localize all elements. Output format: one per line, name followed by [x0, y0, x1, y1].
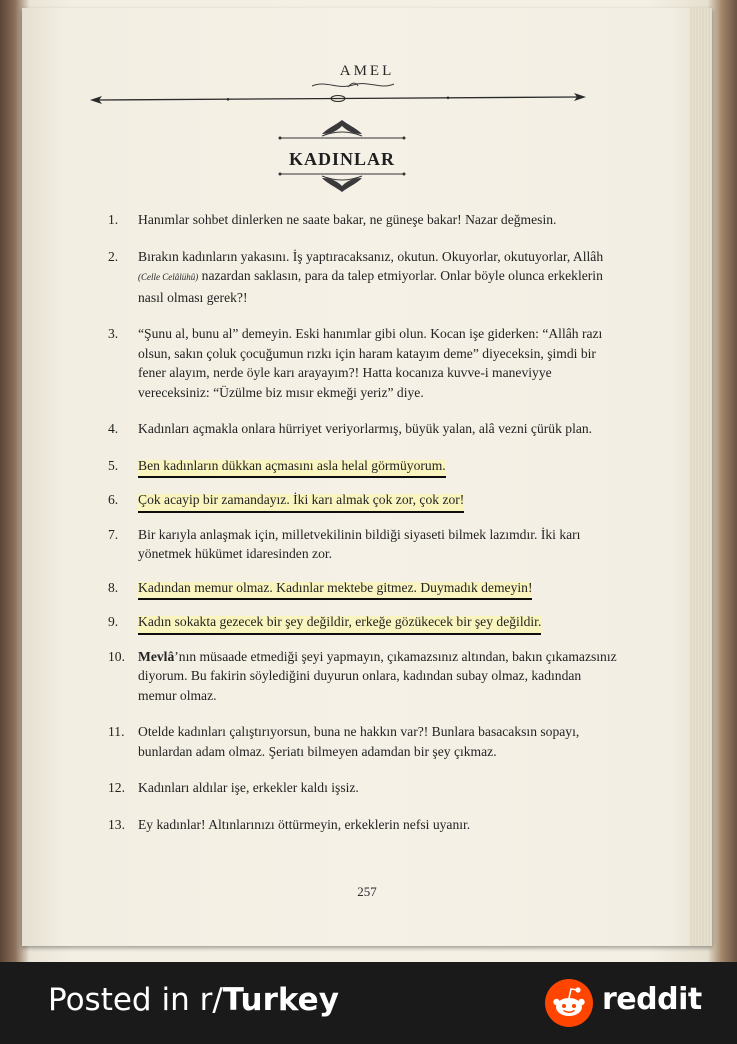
list-item-underlined [108, 456, 618, 479]
item-number: 3. [108, 326, 119, 341]
item-number: 9. [108, 614, 119, 629]
item-number: 8. [108, 579, 119, 595]
section-title: KADINLAR [288, 149, 395, 169]
page-number: 257 [357, 884, 377, 899]
item-text: Otelde kadınları çalıştırıyorsun, buna ne hakkın var?! Bunlara basacaksın sopayı, bunlardan adam olmaz. Şeriatı bilmeyen adamdan bir şey çıkmaz. [138, 724, 580, 759]
list-item-underlined [108, 578, 618, 601]
item-number: 11. [108, 724, 125, 739]
item-number: 2. [108, 248, 119, 264]
posted-in-label[interactable] [48, 982, 339, 1018]
item-text: Hanımlar sohbet dinlerken ne saate bakar, ne güneşe bakar! Nazar değmesin. [138, 212, 557, 227]
list-item [108, 324, 618, 402]
list-item [108, 647, 618, 706]
item-number: 6. [108, 492, 119, 507]
honorific-small-text: (Celle Celâlühû) [138, 272, 199, 282]
bold-word: Mevlâ [138, 648, 175, 664]
item-text [138, 647, 618, 706]
list-item [108, 778, 618, 798]
item-text [138, 456, 618, 479]
list-item-underlined [108, 490, 618, 513]
item-text [138, 490, 618, 513]
saying-list [108, 210, 618, 834]
item-number: 13. [108, 816, 125, 832]
list-item [108, 247, 618, 308]
item-text-part: ’nın müsaade etmediği şeyi yapmayın, çıkamazsınız altından, bakın çıkamazsınız diyorum. Bu fakirin söylediğini duyurun onlara, kadından subay olmaz, kadından memur olmaz. [138, 648, 617, 703]
item-number: 1. [108, 212, 119, 227]
subreddit-name[interactable]: Turkey [222, 982, 339, 1018]
item-text [138, 247, 618, 308]
underlined-text: Çok acayip bir zamandayız. İki karı almak çok zor, çok zor! [138, 490, 464, 513]
reddit-footer-bar [0, 962, 737, 1044]
running-head-swirl-ornament [308, 78, 398, 92]
posted-prefix: Posted in r/ [48, 982, 223, 1018]
item-text: “Şunu al, bunu al” demeyin. Eski hanımlar gibi olun. Kocan işe giderken: “Allâh razı olsun, sakın çoluk çocuğumun rızkı için haram katayım deme” diyeceksin, şimdi bir fener alayım, nerde öyle karı arayayım?! Hatta kocanıza kuvve-i maneviyye vereceksiniz: “Üzülme biz mısır ekmeği yeriz” diye. [138, 326, 603, 400]
item-number: 12. [108, 780, 125, 795]
underlined-text: Kadın sokakta gezecek bir şey değildir, erkeğe gözükecek bir şey değildir. [138, 612, 541, 635]
item-number: 7. [108, 526, 119, 542]
underlined-text: Kadından memur olmaz. Kadınlar mektebe gitmez. Duymadık demeyin! [138, 578, 532, 601]
list-item [108, 210, 618, 230]
item-number: 5. [108, 457, 119, 473]
book-page [22, 8, 712, 946]
item-text [138, 612, 618, 635]
list-item [108, 525, 618, 564]
list-item [108, 722, 618, 761]
item-text: Bir karıyla anlaşmak için, milletvekilinin bildiği siyaseti bilmek lazımdır. İki karı yönetmek hükümet idaresinden zor. [138, 526, 581, 561]
list-item [108, 815, 618, 835]
list-item [108, 419, 618, 439]
item-number: 4. [108, 421, 119, 436]
reddit-snoo-icon[interactable] [545, 979, 593, 1027]
running-head: AMEL [339, 63, 395, 79]
item-text [138, 578, 618, 601]
item-number: 10. [108, 648, 125, 664]
head-rule-arrow-line [88, 92, 588, 108]
item-text-part: nazardan saklasın, para da talep etmiyorlar. Onlar böyle olunca erkeklerin nasıl olması gerek?! [138, 268, 603, 305]
page-fold [690, 8, 712, 946]
underlined-text: Ben kadınların dükkan açmasını asla helal görmüyorum. [138, 456, 446, 479]
item-text: Kadınları aldılar işe, erkekler kaldı işsiz. [138, 780, 359, 795]
list-item-underlined [108, 612, 618, 635]
item-text: Ey kadınlar! Altınlarınızı öttürmeyin, erkeklerin nefsi uyanır. [138, 816, 471, 832]
item-text-part: Bırakın kadınların yakasını. İş yaptıracaksanız, okutun. Okuyorlar, okutuyorlar, Allâh [138, 248, 604, 264]
reddit-wordmark[interactable]: reddit [602, 982, 702, 1017]
item-text: Kadınları açmakla onlara hürriyet veriyorlarmış, büyük yalan, alâ vezni çürük plan. [138, 421, 593, 436]
section-title-box [272, 116, 412, 196]
